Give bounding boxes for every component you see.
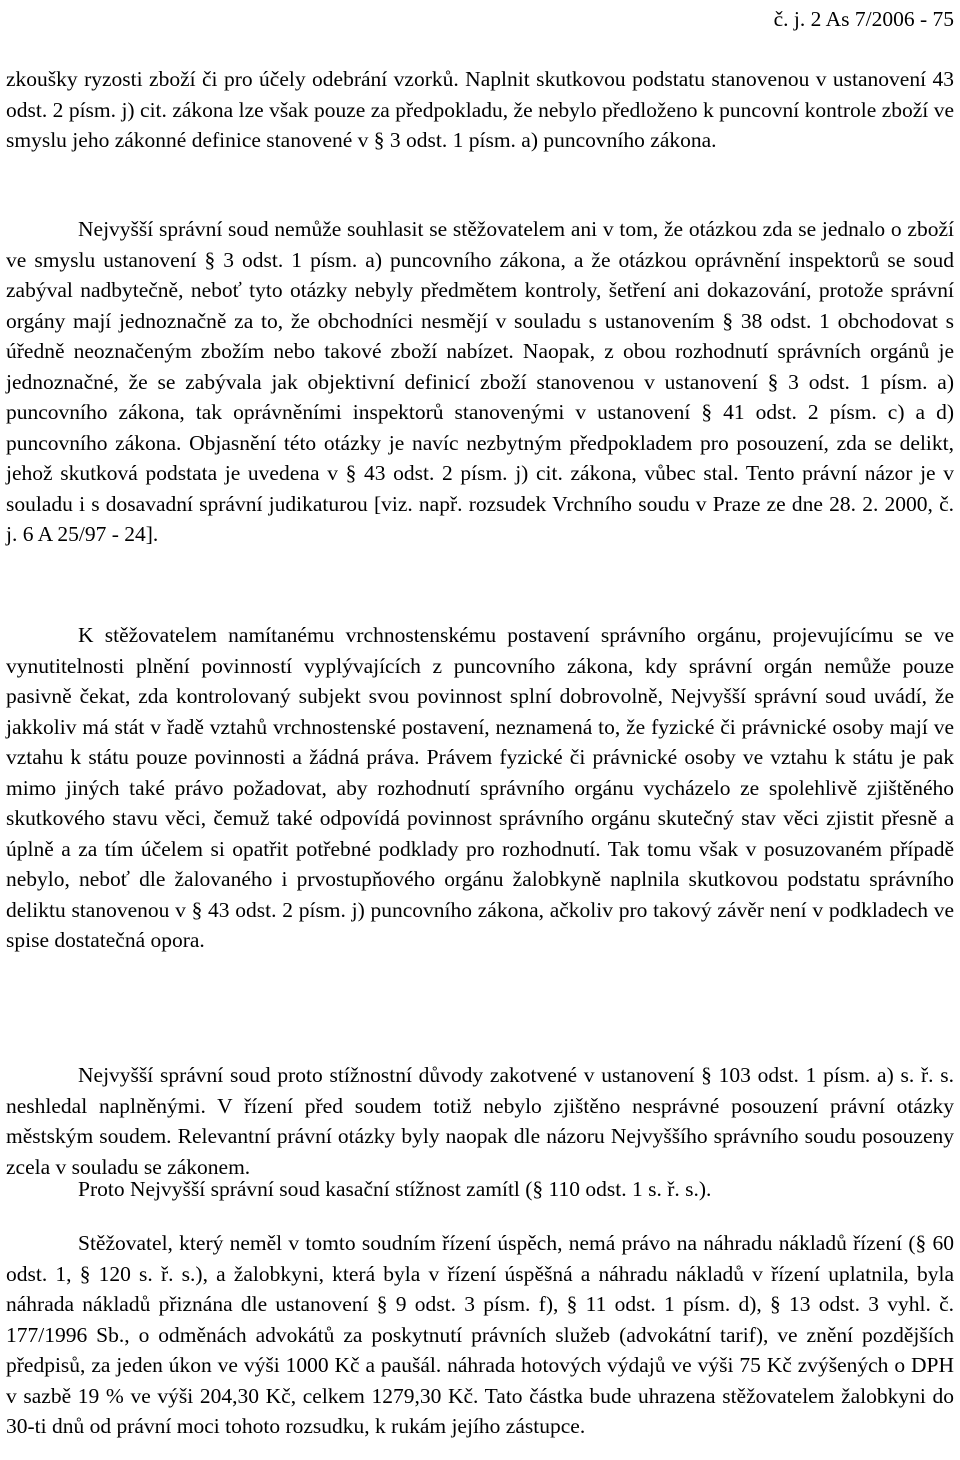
paragraph-authority-position: K stěžovatelem namítanému vrchnostenskému postavení správního orgánu, projevujícímu se ve vynutitelnosti plnění povinností vyplývajících z puncovního zákona, kdy správní orgán nemůže pouze pasivně čekat, zda kontrolovaný subjekt svou povinnost splní dobrovolně, Nejvyšší správní soud uvádí, že jakkoliv má stát v řadě vztahů vrchnostenské postavení, neznamená to, že fyzické či právnické osoby mají ve vztahu k státu pouze povinnosti a žádná práva. Právem fyzické či právnické osoby ve vztahu k státu je pak mimo jiných také právo požadovat, aby rozhodnutí správního orgánu vycházelo ze spolehlivě zjištěného skutkového stavu věci, čemuž také odpovídá povinnost správního orgánu skutečný stav věci zjistit přesně a úplně a za tím účelem si opatřit potřebné podklady pro rozhodnutí. Tak tomu však v posuzovaném případě nebylo, neboť dle žalovaného i prvostupňového orgánu žalobkyně naplnila skutkovou podstatu správního deliktu stanovenou v § 43 odst. 2 písm. j) puncovního zákona, ačkoliv pro takový závěr není v podkladech ve spise dostatečná opora. [6,623,954,952]
paragraph-grounds-rejected: Nejvyšší správní soud proto stížnostní důvody zakotvené v ustanovení § 103 odst. 1 písm. a) s. ř. s. neshledal naplněnými. V řízení před soudem totiž nebylo zjištěno nesprávné posouzení právní otázky městským soudem. Relevantní právní otázky byly naopak dle názoru Nejvyššího správního soudu posouzeny zcela v souladu se zákonem. [6,1063,954,1179]
paragraph-verdict: Proto Nejvyšší správní soud kasační stížnost zamítl (§ 110 odst. 1 s. ř. s.). [78,1177,712,1201]
paragraph-continuation: zkoušky ryzosti zboží či pro účely odebrání vzorků. Naplnit skutkovou podstatu stanovenou v ustanovení 43 odst. 2 písm. j) cit. zákona lze však pouze za předpokladu, že nebylo předloženo k puncovní kontrole zboží ve smyslu jeho zákonné definice stanovené v § 3 odst. 1 písm. a) puncovního zákona. [6,67,954,152]
paragraph-item-definition: Nejvyšší správní soud nemůže souhlasit se stěžovatelem ani v tom, že otázkou zda se jednalo o zboží ve smyslu ustanovení § 3 odst. 1 písm. a) puncovního zákona, a že otázkou oprávnění inspektorů se soud zabýval nadbytečně, neboť tyto otázky nebyly předmětem kontroly, šetření ani dokazování, protože správní orgány mají jednoznačně za to, že obchodníci nesmějí v souladu s ustanovením § 38 odst. 1 obchodovat s úředně neoznačeným zbožím nebo takové zboží nabízet. Naopak, z obou rozhodnutí správních orgánů je jednoznačné, že se zabývala jak objektivní definicí zboží stanovenou v ustanovení § 3 odst. 1 písm. a) puncovního zákona, tak oprávněními inspektorů stanovenými v ustanovení § 41 odst. 2 písm. c) a d) puncovního zákona. Objasnění této otázky je navíc nezbytným předpokladem pro posouzení, zda se delikt, jehož skutková podstata je uvedena v § 43 odst. 2 písm. j) cit. zákona, vůbec stal. Tento právní názor je v souladu i s dosavadní správní judikaturou [viz. např. rozsudek Vrchního soudu v Praze ze dne 28. 2. 2000, č. j. 6 A 25/97 - 24]. [6,217,954,546]
paragraph-costs: Stěžovatel, který neměl v tomto soudním řízení úspěch, nemá právo na náhradu nákladů řízení (§ 60 odst. 1, § 120 s. ř. s.), a žalobkyni, která byla v řízení úspěšná a náhradu nákladů v řízení uplatnila, byla náhrada nákladů přiznána dle ustanovení § 9 odst. 3 písm. f), § 11 odst. 1 písm. d), § 13 odst. 3 vyhl. č. 177/1996 Sb., o odměnách advokátů za poskytnutí právních služeb (advokátní tarif), ve znění pozdějších předpisů, za jeden úkon ve výši 1000 Kč a paušál. náhrada hotových výdajů ve výši 75 Kč zvýšených o DPH v sazbě 19 % ve výši 204,30 Kč, celkem 1279,30 Kč. Tato částka bude uhrazena stěžovatelem žalobkyni do 30-ti dnů od právní moci tohoto rozsudku, k rukám jejího zástupce. [6,1231,954,1438]
case-number-header: č. j. 2 As 7/2006 - 75 [773,7,954,31]
